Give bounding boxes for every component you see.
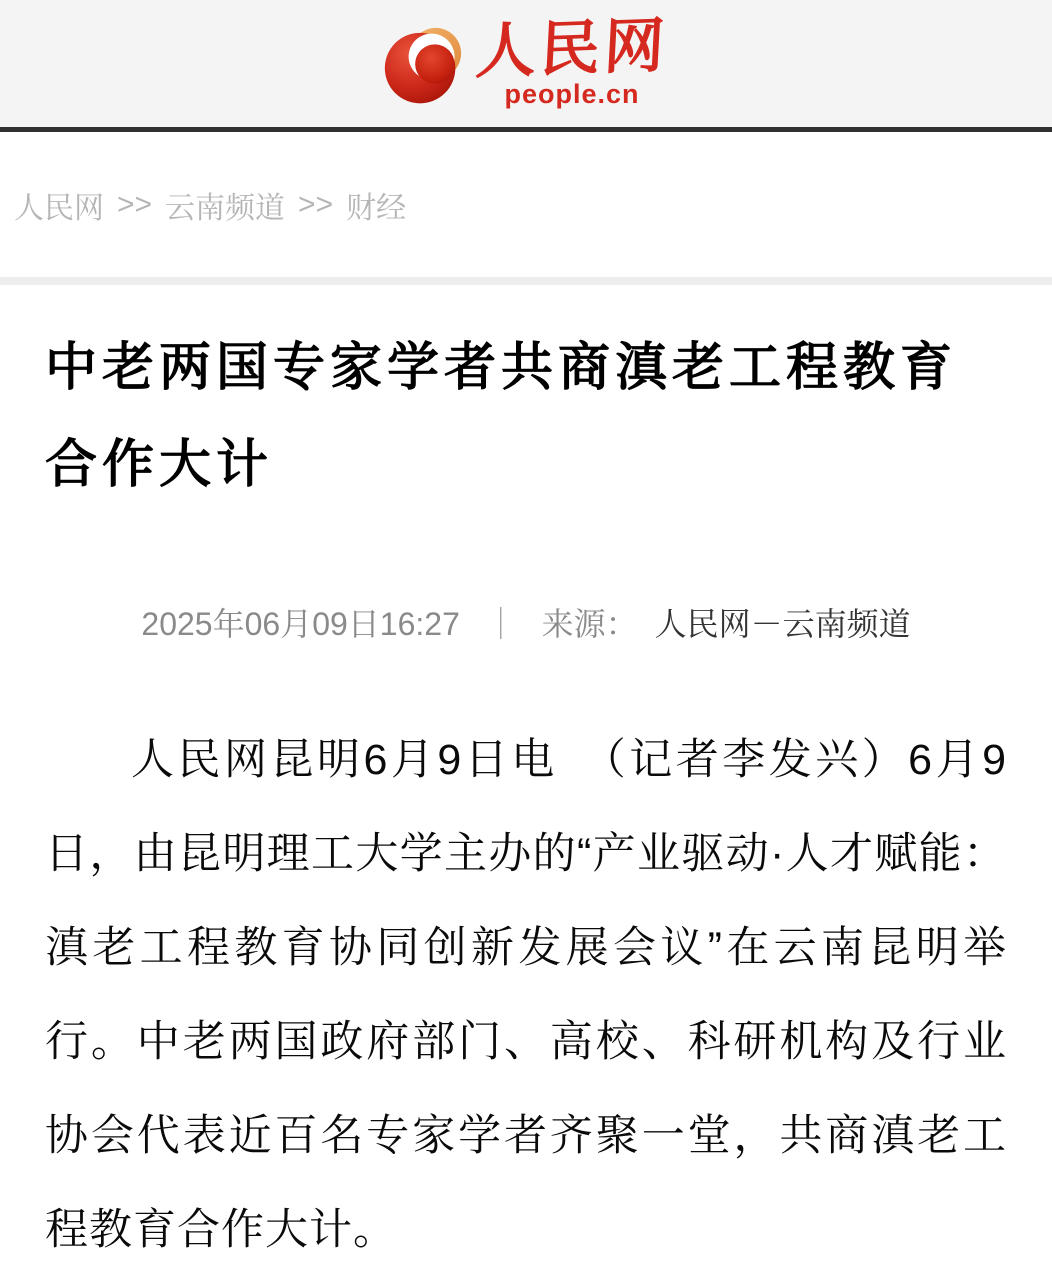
publish-date: 2025年06月09日16:27 [141,606,460,642]
breadcrumb [0,132,1052,277]
logo-en-text: people.cn [504,79,640,109]
meta-separator: ｜ [484,606,517,642]
breadcrumb-link-channel[interactable]: 云南频道 [165,191,286,225]
logo-cn-text: 人民网 [473,10,671,88]
source-name: 人民网－云南频道 [654,606,911,642]
breadcrumb-separator: >> [298,187,334,221]
people-cn-logo[interactable] [384,10,671,109]
breadcrumb-link-category[interactable]: 财经 [346,191,407,225]
people-cn-logo-icon [384,21,466,107]
breadcrumb-link-home[interactable]: 人民网 [14,191,104,225]
article-paragraph: 人民网昆明6月9日电 （记者李发兴）6月9日，由昆明理工大学主办的“产业驱动·人才赋能：滇老工程教育协同创新发展会议”在云南昆明举行。中老两国政府部门、高校、科研机构及行业协会代表近百名专家学者齐聚一堂，共商滇老工程教育合作大计。 [45,736,1007,1254]
section-divider [0,277,1052,285]
article [0,320,1052,1277]
logo-text [473,10,671,109]
site-header [0,0,1052,127]
article-title: 中老两国专家学者共商滇老工程教育合作大计 [45,339,958,494]
breadcrumb-separator: >> [117,187,153,221]
source-label: 来源： [541,606,638,642]
article-meta [45,599,1007,645]
